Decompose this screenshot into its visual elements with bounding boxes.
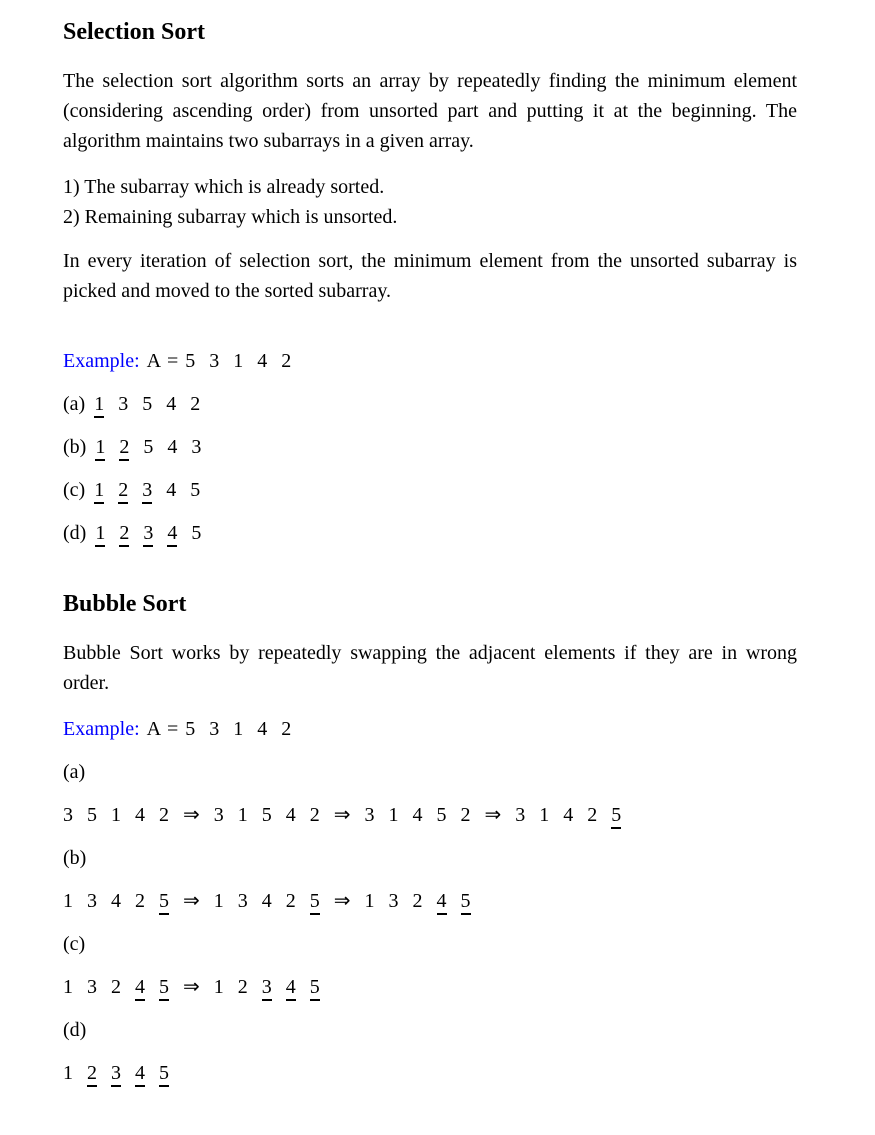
number-token: 4 [563,804,574,826]
number-token: 4 [261,890,272,912]
number-token: 4 [167,521,177,547]
number-token: 5 [261,804,272,826]
selection-sort-iteration-paragraph: In every iteration of selection sort, the minimum element from the unsorted subarray is picked and moved to the sorted subarray. [63,250,797,302]
number-token: 3 [87,890,97,912]
number-token: 5 [142,393,153,415]
number-token: 4 [412,804,423,826]
list-item-unsorted-subarray: 2) Remaining subarray which is unsorted. [63,206,398,228]
number-token: 3 [237,890,248,912]
number-token: 1 [94,392,104,418]
example-expression: A = 5 3 1 4 2 [146,718,292,740]
number-token: 2 [285,890,296,912]
number-token: 4 [167,436,178,458]
selection-sort-title: Selection Sort [63,19,205,45]
number-token: 1 [111,804,121,826]
selection-sort-intro-paragraph: The selection sort algorithm sorts an array by repeatedly finding the minimum element (considering ascending order) from unsorted part and putting it at the beginning. The algorithm maintains two subarrays in a given array. [63,70,797,152]
number-token: 3 [364,804,375,826]
option-row-d [63,518,797,548]
selection-sort-section [63,18,797,548]
list-item-sorted-subarray: 1) The subarray which is already sorted. [63,176,385,198]
number-token: 3 [515,804,526,826]
number-token: 4 [135,975,145,1001]
arrow-right-icon: ⇒ [183,890,200,912]
option-label-a: (a) [63,393,86,415]
number-token: 3 [191,436,202,458]
number-token: 4 [135,1061,145,1087]
number-token: 1 [63,890,73,912]
selection-sort-example-line [63,346,797,376]
number-token: 1 [63,1062,73,1084]
number-token: 1 [94,478,104,504]
number-token: 2 [190,393,201,415]
number-sequence-a [63,800,797,830]
option-row-c [63,475,797,505]
number-token: 3 [388,890,399,912]
number-token: 1 [213,890,224,912]
example-label: Example: [63,350,140,372]
subarray-list [63,172,797,232]
number-token: 5 [159,975,169,1001]
option-label-b: (b) [63,436,87,458]
number-token: 4 [437,889,447,915]
option-label-a: (a) [63,761,86,783]
number-sequence-c [63,972,797,1002]
arrow-right-icon: ⇒ [333,804,351,826]
arrow-right-icon: ⇒ [183,804,200,826]
number-token: 3 [111,1061,121,1087]
number-token: 2 [237,976,248,998]
arrow-right-icon: ⇒ [484,804,502,826]
number-token: 5 [310,889,320,915]
number-token: 5 [436,804,447,826]
number-token: 4 [285,804,296,826]
number-token: 1 [213,976,224,998]
option-label-d: (d) [63,522,87,544]
number-token: 3 [143,521,153,547]
number-token: 3 [262,975,272,1001]
bubble-sort-example-line [63,714,797,744]
bubble-sort-options [63,757,797,1088]
selection-sort-options [63,389,797,548]
number-token: 5 [159,1061,169,1087]
number-token: 2 [135,890,145,912]
number-token: 5 [611,803,621,829]
number-token: 3 [63,804,73,826]
number-token: 3 [118,393,129,415]
arrow-right-icon: ⇒ [183,976,200,998]
number-token: 2 [118,478,128,504]
number-token: 2 [309,804,320,826]
number-token: 2 [119,435,129,461]
number-token: 5 [190,479,201,501]
number-token: 4 [166,479,177,501]
number-token: 1 [95,435,105,461]
number-token: 4 [111,890,121,912]
number-token: 4 [135,804,145,826]
option-label-c: (c) [63,933,86,955]
number-token: 5 [159,889,169,915]
bubble-sort-title: Bubble Sort [63,591,187,617]
number-sequence-d [95,522,201,544]
number-token: 2 [412,890,423,912]
number-token: 5 [461,889,471,915]
option-label-b: (b) [63,847,87,869]
number-sequence-b [63,886,797,916]
number-token: 2 [119,521,129,547]
number-token: 4 [286,975,296,1001]
option-label-d: (d) [63,1019,87,1041]
number-token: 2 [460,804,471,826]
number-token: 2 [87,1061,97,1087]
number-sequence-b [95,436,201,458]
arrow-right-icon: ⇒ [333,890,351,912]
number-sequence-d [63,1058,797,1088]
number-token: 1 [63,976,73,998]
bubble-sort-intro-paragraph: Bubble Sort works by repeatedly swapping the adjacent elements if they are in wrong order. [63,642,797,694]
number-sequence-a [94,393,200,415]
bubble-sort-section [63,590,797,1088]
option-row-a [63,389,797,419]
option-label-c: (c) [63,479,86,501]
number-token: 2 [111,976,121,998]
number-token: 3 [142,478,152,504]
example-expression: A = 5 3 1 4 2 [146,350,292,372]
number-token: 5 [143,436,154,458]
number-token: 1 [388,804,399,826]
number-token: 5 [191,522,202,544]
number-token: 1 [364,890,375,912]
number-token: 2 [159,804,169,826]
option-row-b [63,432,797,462]
number-token: 1 [237,804,248,826]
number-token: 3 [213,804,224,826]
number-token: 5 [87,804,97,826]
number-token: 1 [95,521,105,547]
number-token: 5 [310,975,320,1001]
number-token: 4 [166,393,177,415]
example-label: Example: [63,718,140,740]
number-token: 3 [87,976,97,998]
number-token: 1 [539,804,550,826]
number-token: 2 [587,804,598,826]
number-sequence-c [94,479,200,501]
